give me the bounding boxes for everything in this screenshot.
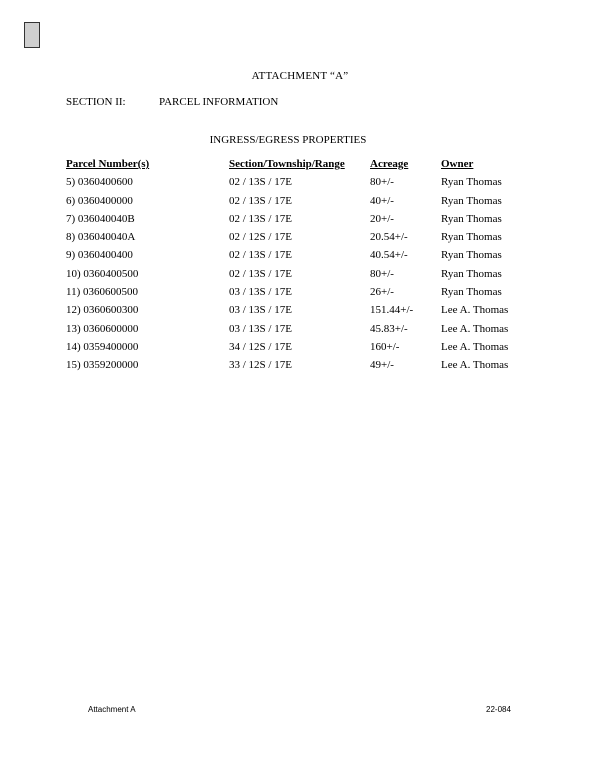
owner-cell: Lee A. Thomas bbox=[441, 304, 509, 317]
section-township-range-cell: 02 / 13S / 17E bbox=[229, 194, 292, 207]
owner-cell: Lee A. Thomas bbox=[441, 322, 509, 335]
corner-marker-box bbox=[24, 22, 40, 48]
footer-attachment-label: Attachment A bbox=[88, 705, 136, 714]
parcel-number-cell: 13) 0360600000 bbox=[66, 322, 139, 335]
acreage-cell: 80+/- bbox=[370, 267, 394, 280]
parcel-number-cell: 12) 0360600300 bbox=[66, 304, 139, 317]
acreage-cell: 151.44+/- bbox=[370, 304, 414, 317]
acreage-cell: 45.83+/- bbox=[370, 322, 408, 335]
parcel-number-cell: 14) 0359400000 bbox=[66, 340, 139, 353]
section-label: SECTION II: bbox=[66, 96, 126, 108]
section-title: PARCEL INFORMATION bbox=[159, 96, 279, 108]
parcel-number-cell: 15) 0359200000 bbox=[66, 359, 139, 372]
footer-document-number: 22-084 bbox=[486, 705, 511, 714]
owner-cell: Ryan Thomas bbox=[441, 231, 502, 244]
owner-cell: Ryan Thomas bbox=[441, 212, 502, 225]
section-township-range-cell: 03 / 13S / 17E bbox=[229, 322, 292, 335]
section-township-range-cell: 02 / 13S / 17E bbox=[229, 267, 292, 280]
owner-cell: Lee A. Thomas bbox=[441, 359, 509, 372]
attachment-title: ATTACHMENT “A” bbox=[251, 70, 349, 82]
section-township-range-cell: 33 / 12S / 17E bbox=[229, 359, 292, 372]
owner-cell: Lee A. Thomas bbox=[441, 340, 509, 353]
table-subtitle: INGRESS/EGRESS PROPERTIES bbox=[209, 134, 367, 146]
acreage-cell: 40.54+/- bbox=[370, 249, 408, 262]
section-township-range-cell: 03 / 13S / 17E bbox=[229, 304, 292, 317]
acreage-cell: 40+/- bbox=[370, 194, 394, 207]
acreage-cell: 160+/- bbox=[370, 340, 400, 353]
parcel-number-cell: 7) 036040040B bbox=[66, 212, 135, 225]
parcel-number-cell: 5) 0360400600 bbox=[66, 176, 133, 189]
parcel-number-cell: 8) 036040040A bbox=[66, 231, 136, 244]
section-township-range-cell: 02 / 12S / 17E bbox=[229, 231, 292, 244]
section-township-range-cell: 03 / 13S / 17E bbox=[229, 286, 292, 299]
acreage-cell: 49+/- bbox=[370, 359, 394, 372]
owner-cell: Ryan Thomas bbox=[441, 267, 502, 280]
owner-cell: Ryan Thomas bbox=[441, 286, 502, 299]
section-township-range-cell: 02 / 13S / 17E bbox=[229, 212, 292, 225]
column-header-owner: Owner bbox=[441, 158, 474, 170]
column-header-section-township-range: Section/Township/Range bbox=[229, 158, 345, 170]
acreage-cell: 26+/- bbox=[370, 286, 394, 299]
section-township-range-cell: 34 / 12S / 17E bbox=[229, 340, 292, 353]
parcel-number-cell: 11) 0360600500 bbox=[66, 286, 139, 299]
section-township-range-cell: 02 / 13S / 17E bbox=[229, 249, 292, 262]
parcel-number-cell: 6) 0360400000 bbox=[66, 194, 133, 207]
acreage-cell: 20.54+/- bbox=[370, 231, 408, 244]
acreage-cell: 20+/- bbox=[370, 212, 394, 225]
owner-cell: Ryan Thomas bbox=[441, 249, 502, 262]
owner-cell: Ryan Thomas bbox=[441, 176, 502, 189]
owner-cell: Ryan Thomas bbox=[441, 194, 502, 207]
section-township-range-cell: 02 / 13S / 17E bbox=[229, 176, 292, 189]
parcel-number-cell: 10) 0360400500 bbox=[66, 267, 139, 280]
column-header-parcel-number: Parcel Number(s) bbox=[66, 158, 150, 170]
acreage-cell: 80+/- bbox=[370, 176, 394, 189]
column-header-acreage: Acreage bbox=[370, 158, 409, 170]
parcel-number-cell: 9) 0360400400 bbox=[66, 249, 133, 262]
